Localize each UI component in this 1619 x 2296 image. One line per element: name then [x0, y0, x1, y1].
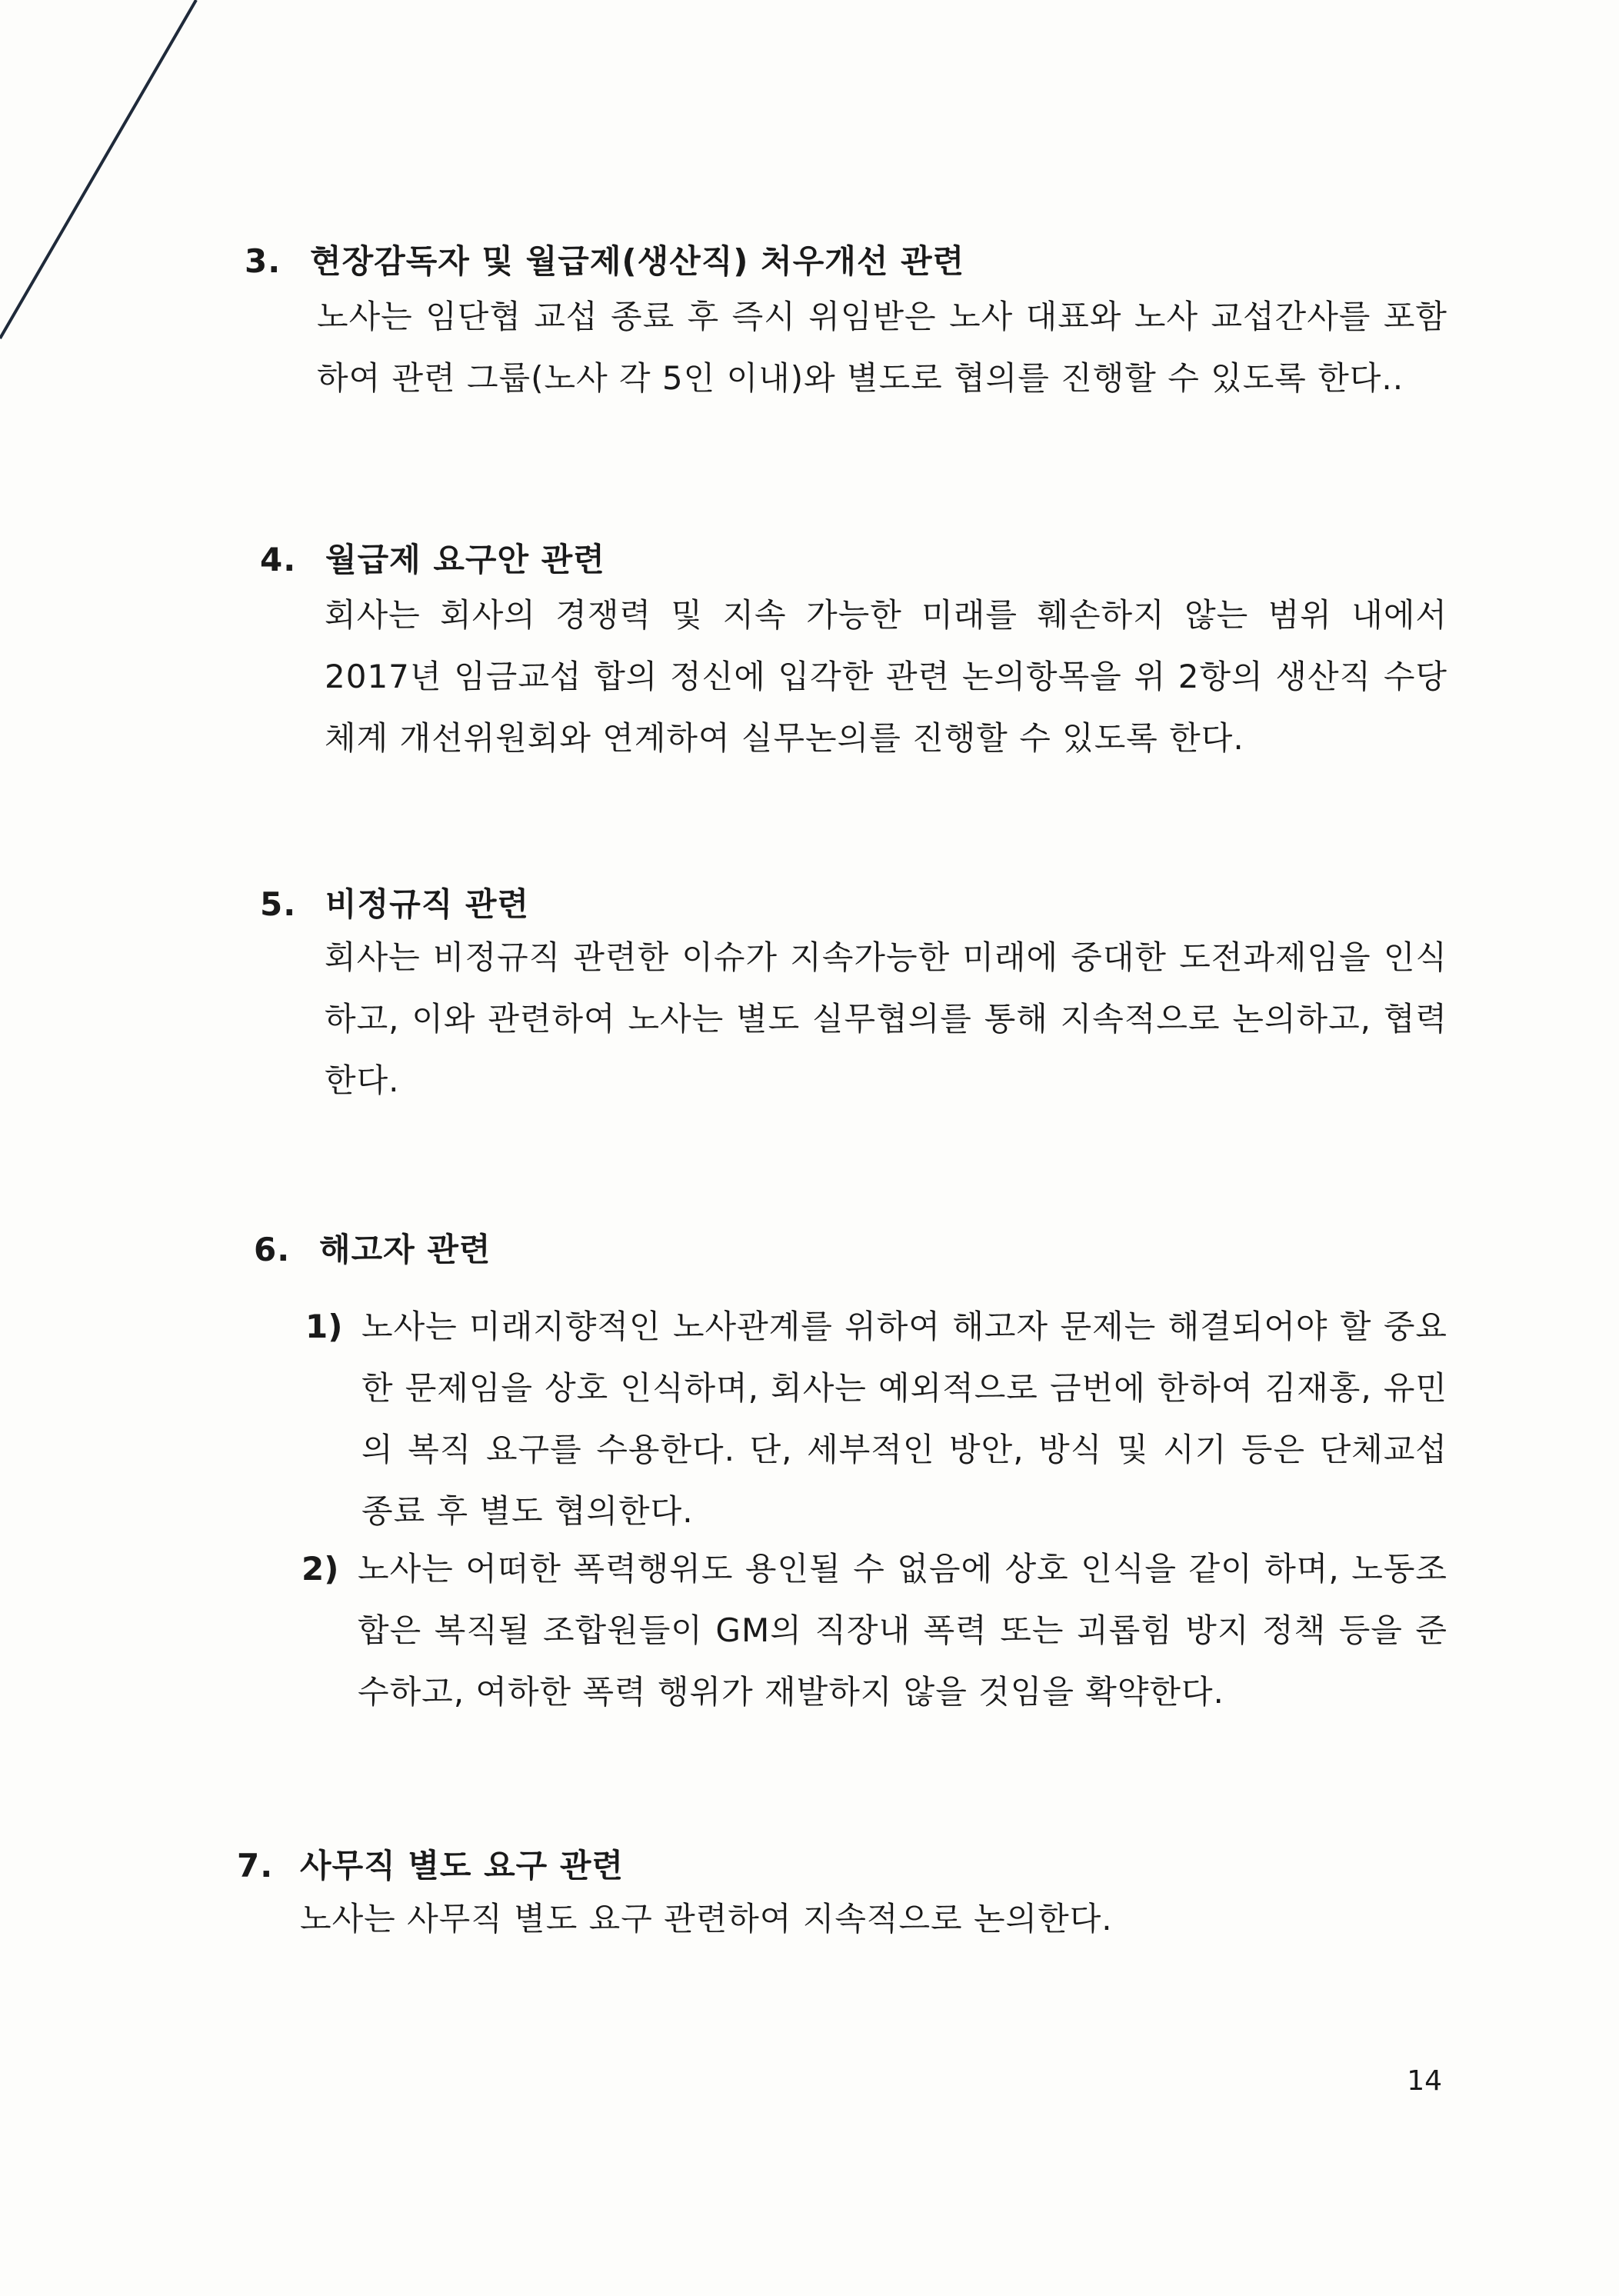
item-number: 2): [301, 1550, 339, 1588]
section-heading: [260, 538, 605, 581]
section-body: 노사는 사무직 별도 요구 관련하여 지속적으로 논의한다.: [300, 1900, 1113, 1938]
section-title: 해고자 관련: [319, 1231, 491, 1268]
section-title: 비정규직 관련: [325, 885, 530, 923]
section-body: 회사는 회사의 경쟁력 및 지속 가능한 미래를 훼손하지 않는 범위 내에서 2017년 임금교섭 합의 정신에 입각한 관련 논의항목을 위 2항의 생산직 수당체계 개선위원회와 연계하여 실무논의를 진행할 수 있도록 한다.: [325, 596, 1447, 757]
page-edge-shadow: [0, 0, 231, 400]
item-text: 노사는 미래지향적인 노사관계를 위하여 해고자 문제는 해결되어야 할 중요한 문제임을 상호 인식하며, 회사는 예외적으로 금번에 한하여 김재홍, 유민의 복직 요구를 수용한다. 단, 세부적인 방안, 방식 및 시기 등은 단체교섭 종료 후 별도 협의한다.: [361, 1308, 1447, 1530]
section-heading: [237, 1844, 624, 1888]
section-body: 노사는 임단협 교섭 종료 후 즉시 위임받은 노사 대표와 노사 교섭간사를 포함하여 관련 그룹(노사 각 5인 이내)와 별도로 협의를 진행할 수 있도록 한다..: [317, 298, 1447, 397]
section-number: 4.: [260, 541, 297, 578]
section-title: 사무직 별도 요구 관련: [300, 1847, 625, 1884]
section-number: 5.: [260, 885, 297, 923]
item-number: 1): [305, 1308, 343, 1345]
item-text: 노사는 어떠한 폭력행위도 용인될 수 없음에 상호 인식을 같이 하며, 노동조합은 복직될 조합원들이 GM의 직장내 폭력 또는 괴롭힘 방지 정책 등을 준수하고, 여하한 폭력 행위가 재발하지 않을 것임을 확약한다.: [358, 1550, 1447, 1711]
page-number: 14: [1407, 2065, 1442, 2097]
section-title: 현장감독자 및 월급제(생산직) 처우개선 관련: [310, 242, 965, 280]
section-body: 회사는 비정규직 관련한 이슈가 지속가능한 미래에 중대한 도전과제임을 인식하고, 이와 관련하여 노사는 별도 실무협의를 통해 지속적으로 논의하고, 협력한다.: [325, 938, 1447, 1099]
section-title: 월급제 요구안 관련: [325, 541, 605, 578]
section-number: 3.: [245, 242, 281, 280]
section-heading: [254, 1228, 491, 1271]
section-number: 7.: [237, 1847, 274, 1884]
section-number: 6.: [254, 1231, 291, 1268]
section-heading: [245, 240, 964, 283]
section-heading: [260, 883, 529, 926]
